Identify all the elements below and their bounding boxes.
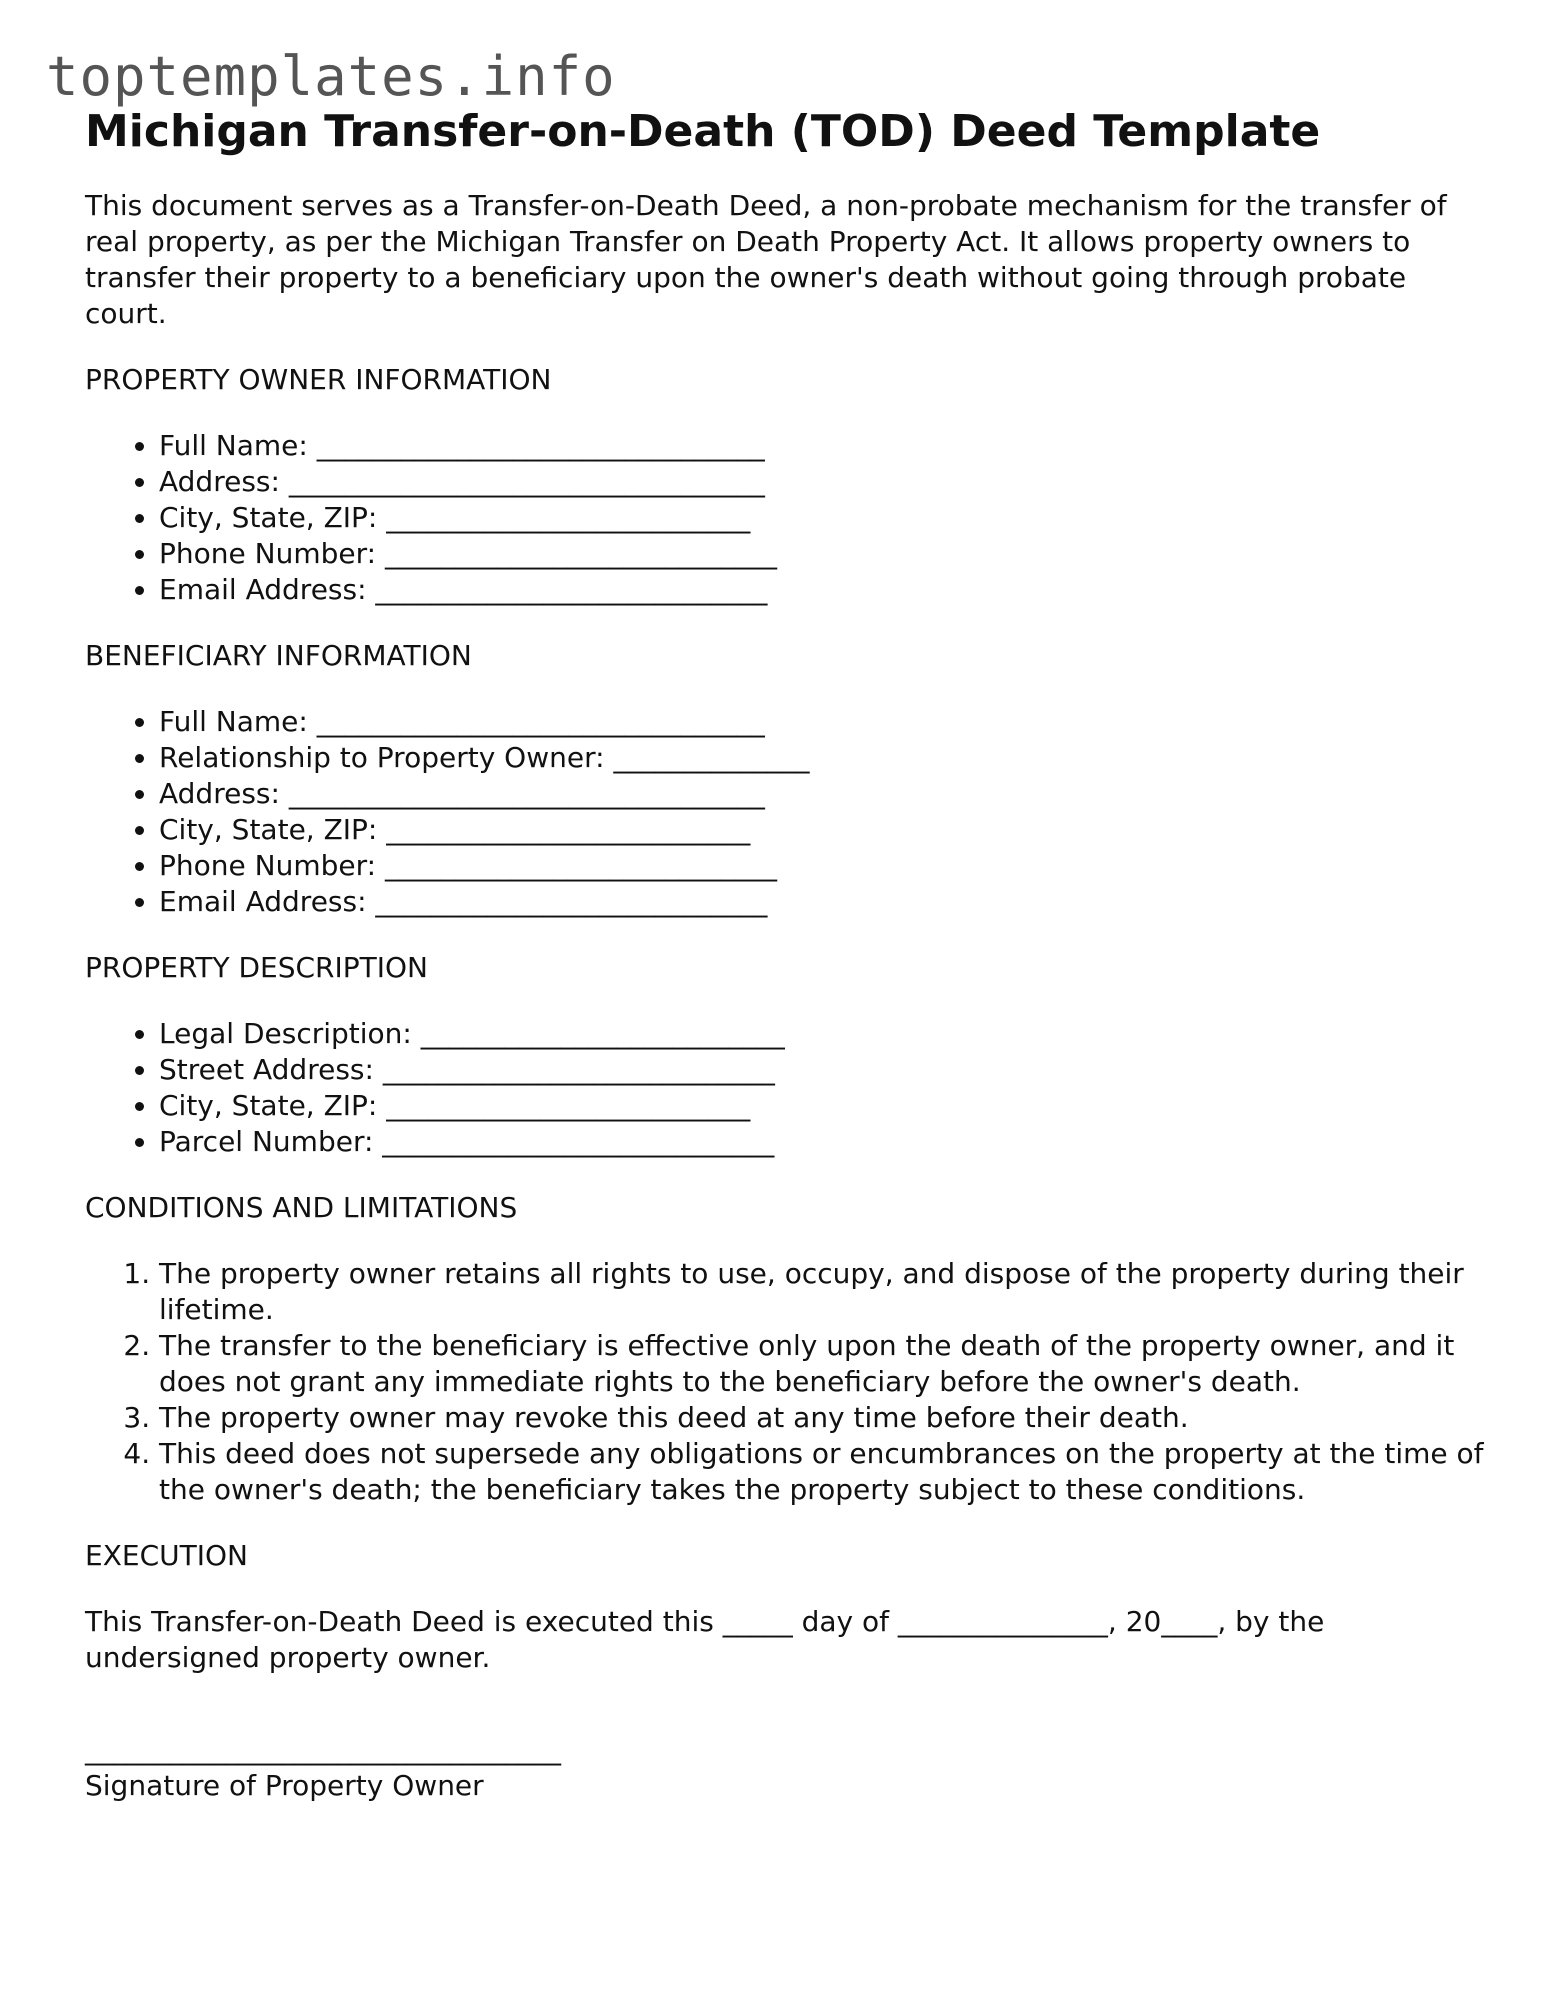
condition-item: 2. The transfer to the beneficiary is effective only upon the death of the property owner, and it does not grant any immediate rights to the beneficiary before the owner's death. [159,1328,1485,1400]
conditions-list [85,1256,1485,1508]
beneficiary-full-name-field: • Full Name: ________________________________ [159,704,1485,740]
owner-address-field: • Address: __________________________________ [159,464,1485,500]
watermark: toptemplates.info [46,45,616,108]
signature-label: Signature of Property Owner [85,1769,484,1802]
owner-fields-list [85,428,1485,608]
intro-paragraph: This document serves as a Transfer-on-Death Deed, a non-probate mechanism for the transfer of real property, as per the Michigan Transfer on Death Property Act. It allows property owners to transfer their property to a beneficiary upon the owner's death without going through probate court. [85,189,1447,330]
owner-phone-field: • Phone Number: ____________________________ [159,536,1485,572]
signature-line: __________________________________ [85,1733,561,1766]
property-section-heading: PROPERTY DESCRIPTION [85,951,428,984]
beneficiary-address-field: • Address: __________________________________ [159,776,1485,812]
condition-item: 4. This deed does not supersede any obligations or encumbrances on the property at the time of the owner's death; the beneficiary takes the property subject to these conditions. [159,1436,1485,1508]
conditions-section-heading: CONDITIONS AND LIMITATIONS [85,1191,518,1224]
execution-section-heading: EXECUTION [85,1539,248,1572]
document-page [85,104,1485,1804]
beneficiary-relationship-field: • Relationship to Property Owner: ______________ [159,740,1485,776]
property-city-state-zip-field: • City, State, ZIP: __________________________ [159,1088,1485,1124]
property-street-address-field: • Street Address: ____________________________ [159,1052,1485,1088]
owner-email-field: • Email Address: ____________________________ [159,572,1485,608]
condition-item: 3. The property owner may revoke this deed at any time before their death. [159,1400,1485,1436]
owner-full-name-field: • Full Name: ________________________________ [159,428,1485,464]
condition-item: 1. The property owner retains all rights to use, occupy, and dispose of the property during their lifetime. [159,1256,1485,1328]
beneficiary-phone-field: • Phone Number: ____________________________ [159,848,1485,884]
owner-section-heading: PROPERTY OWNER INFORMATION [85,363,552,396]
property-fields-list [85,1016,1485,1160]
owner-city-state-zip-field: • City, State, ZIP: __________________________ [159,500,1485,536]
beneficiary-fields-list [85,704,1485,920]
beneficiary-section-heading: BENEFICIARY INFORMATION [85,639,472,672]
property-parcel-number-field: • Parcel Number: ____________________________ [159,1124,1485,1160]
beneficiary-city-state-zip-field: • City, State, ZIP: __________________________ [159,812,1485,848]
document-title: Michigan Transfer-on-Death (TOD) Deed Template [85,106,1321,157]
beneficiary-email-field: • Email Address: ____________________________ [159,884,1485,920]
execution-statement: This Transfer-on-Death Deed is executed this _____ day of _______________, 20____, by the undersigned property owner. [85,1605,1325,1674]
property-legal-description-field: • Legal Description: __________________________ [159,1016,1485,1052]
